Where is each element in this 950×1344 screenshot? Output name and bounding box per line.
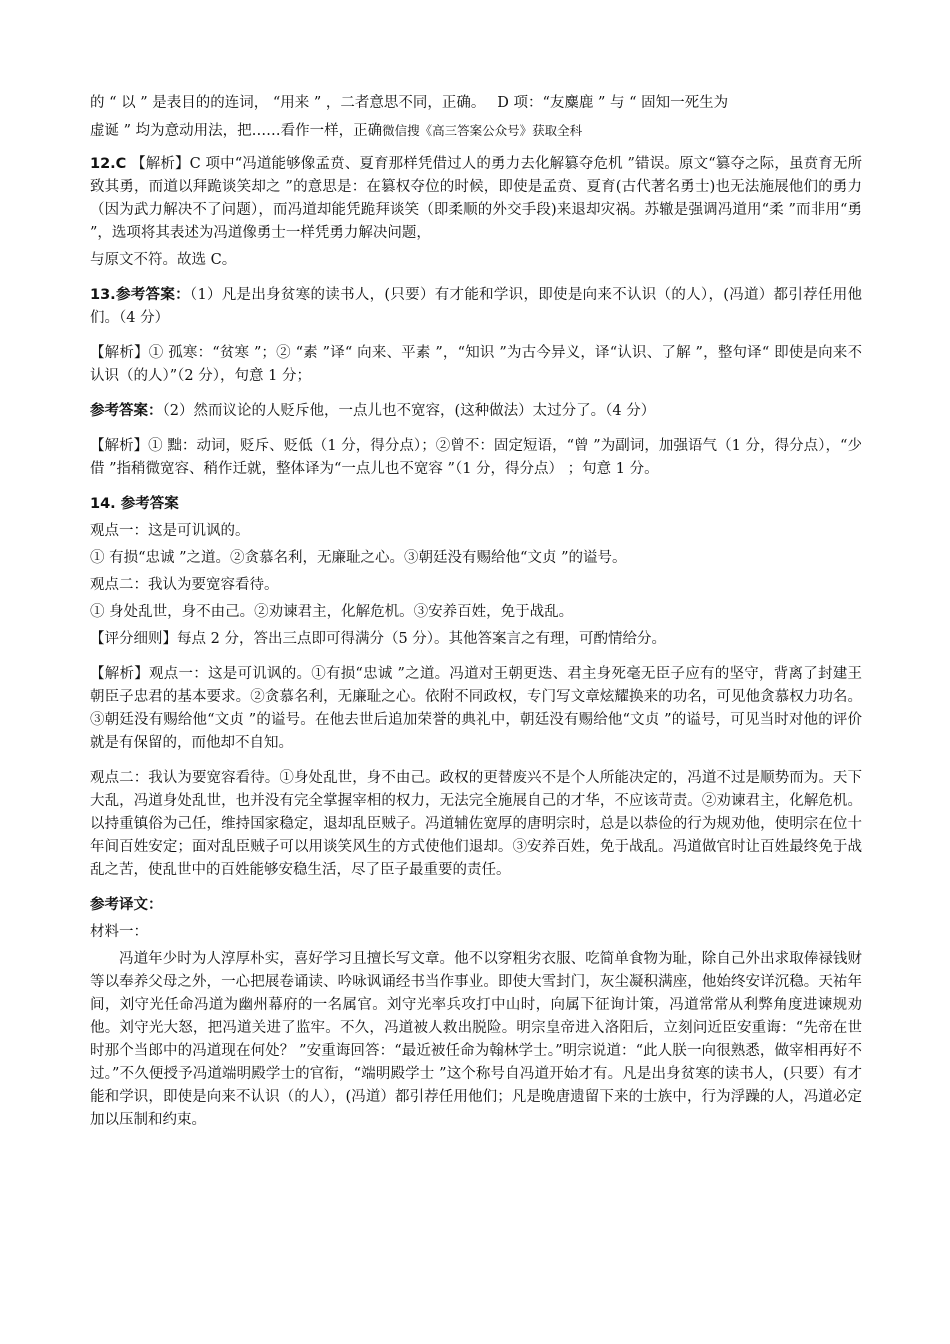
q13-answer-1-label: 13.参考答案：: [90, 287, 190, 303]
q14-viewpoint-1: 观点一：这是可讥讽的。: [90, 523, 250, 539]
q12-number: 12.C: [90, 156, 127, 172]
q14-viewpoint-1-points: ① 有损“忠诚 ”之道。②贪慕名利，无廉耻之心。③朝廷没有赐给他“文贞 ”的谥号。: [90, 550, 627, 566]
q13-analysis-2: 【解析】① 黜：动词，贬斥、贬低（1 分，得分点）；②曾不：固定短语，“曾 ”为副词，加强语气（1 分，得分点），“少借 ”指稍微宽容、稍作迁就，整体译为“一点儿也不宽容 ”（1 分，得分点） ；句意 1 分。: [90, 438, 862, 477]
q14-viewpoint-2-points: ① 身处乱世，身不由己。②劝谏君主，化解危机。③安养百姓，免于战乱。: [90, 604, 574, 620]
wechat-note: 微信搜《高三答案公众号》获取全科: [382, 123, 583, 138]
q13-answer-1: [90, 284, 862, 330]
q13-answer-1-text: （1）凡是出身贫寒的读书人，(只要）有才能和学识，即使是向来不认识（的人），(冯道）都引荐任用他们。（4 分）: [90, 287, 862, 326]
q13-answer-2-label: 参考答案：: [90, 403, 163, 419]
q14-analysis-2: 观点二：我认为要宽容看待。①身处乱世，身不由己。政权的更替废兴不是个人所能决定的，冯道不过是顺势而为。天下大乱，冯道身处乱世，也并没有完全掌握宰相的权力，无法完全施展自己的才华，不应该苛责。②劝谏君主，化解危机。以持重镇俗为己任，维持国家稳定，退却乱臣贼子。冯道辅佐宽厚的唐明宗时，总是以恭俭的行为规劝他，使明宗在位十年间百姓安定；面对乱臣贼子可以用谈笑风生的方式使他们退却。③安养百姓，免于战乱。冯道做官时让百姓最终免于战乱之苦，使乱世中的百姓能够安稳生活，尽了臣子最重要的责任。: [90, 770, 862, 878]
q14-scoring-rules: 【评分细则】每点 2 分，答出三点即可得满分（5 分）。其他答案言之有理，可酌情给分。: [90, 631, 667, 647]
q14-viewpoint-2: 观点二：我认为要宽容看待。: [90, 577, 279, 593]
q12-analysis-text: 【解析】C 项中“冯道能够像孟贲、夏育那样凭借过人的勇力去化解篡夺危机 ”错误。原文“篡夺之际，虽贲育无所致其勇，而道以拜跪谈笑却之 ”的意思是：在篡权夺位的时候，即使是孟贲、夏育(古代著名勇士)也无法施展他们的勇力（因为武力解决不了问题），而冯道却能凭跪拜谈笑（即柔顺的外交手段)来退却灾祸。苏辙是强调冯道用“柔 ”而非用“勇 ”，选项将其表述为冯道像勇士一样凭勇力解决问题，: [90, 156, 863, 241]
q13-analysis-1: 【解析】① 孤寒：“贫寒 ”；② “素 ”译“ 向来、平素 ”，“知识 ”为古今异义，译“认识、了解 ”，整句译“ 即使是向来不认识（的人）”（2 分），句意 1 分；: [90, 345, 862, 384]
answer-d-paragraph: [90, 92, 862, 115]
answer-d-text: 的 “ 以 ” 是表目的的连词， “用来 ” ，二者意思不同，正确。 D 项：“友麋鹿 ” 与 “ 固知一死生为: [90, 95, 729, 111]
q14-analysis-1: 【解析】观点一：这是可讥讽的。①有损“忠诚 ”之道。冯道对王朝更迭、君主身死毫无臣子应有的坚守，背离了封建王朝臣子忠君的基本要求。②贪慕名利，无廉耻之心。依附不同政权，专门写文章炫耀换来的功名，可见他贪慕权力功名。③朝廷没有赐给他“文贞 ”的谥号。在他去世后追加荣誉的典礼中，朝廷没有赐给他“文贞 ”的谥号，可见当时对他的评价就是有保留的，而他却不自知。: [90, 666, 862, 751]
q14-title: 14. 参考答案: [90, 496, 179, 512]
q12-conclusion: 与原文不符。故选 C。: [90, 252, 237, 268]
q13-answer-2: [90, 400, 862, 423]
translation-title: 参考译文：: [90, 897, 163, 913]
translation-body: 冯道年少时为人淳厚朴实，喜好学习且擅长写文章。他不以穿粗劣衣服、吃简单食物为耻，除自己外出求取俸禄钱财等以奉养父母之外，一心把展卷诵读、吟咏讽诵经书当作事业。即使大雪封门，灰尘凝积满座，他始终安详沉稳。天祐年间，刘守光任命冯道为幽州幕府的一名属官。刘守光率兵攻打中山时，向属下征询计策，冯道常常从利弊角度进谏规劝他。刘守光大怒，把冯道关进了监牢。不久，冯道被人救出脱险。明宗皇帝进入洛阳后，立刻问近臣安重诲：“先帝在世时那个当郎中的冯道现在何处？ ”安重诲回答：“最近被任命为翰林学士。”明宗说道：“此人朕一向很熟悉，做宰相再好不过。”不久便授予冯道端明殿学士的官衔，“端明殿学士 ”这个称号自冯道开始才有。凡是出身贫寒的读书人，(只要）有才能和学识，即使是向来不认识（的人），(冯道）都引荐任用他们；凡是晚唐遗留下来的士族中，行为浮躁的人，冯道必定加以压制和约束。: [90, 951, 862, 1128]
q12-analysis: [90, 153, 862, 245]
q13-answer-2-text: （2）然而议论的人贬斥他，一点儿也不宽容，(这种做法）太过分了。（4 分）: [162, 403, 656, 419]
document-page: [90, 92, 862, 1144]
answer-d-paragraph-line2: [90, 119, 862, 143]
translation-material-1-label: 材料一：: [90, 924, 148, 940]
answer-d-text-line2: 虚诞 ” 均为意动用法，把……看作一样，正确: [90, 123, 383, 139]
